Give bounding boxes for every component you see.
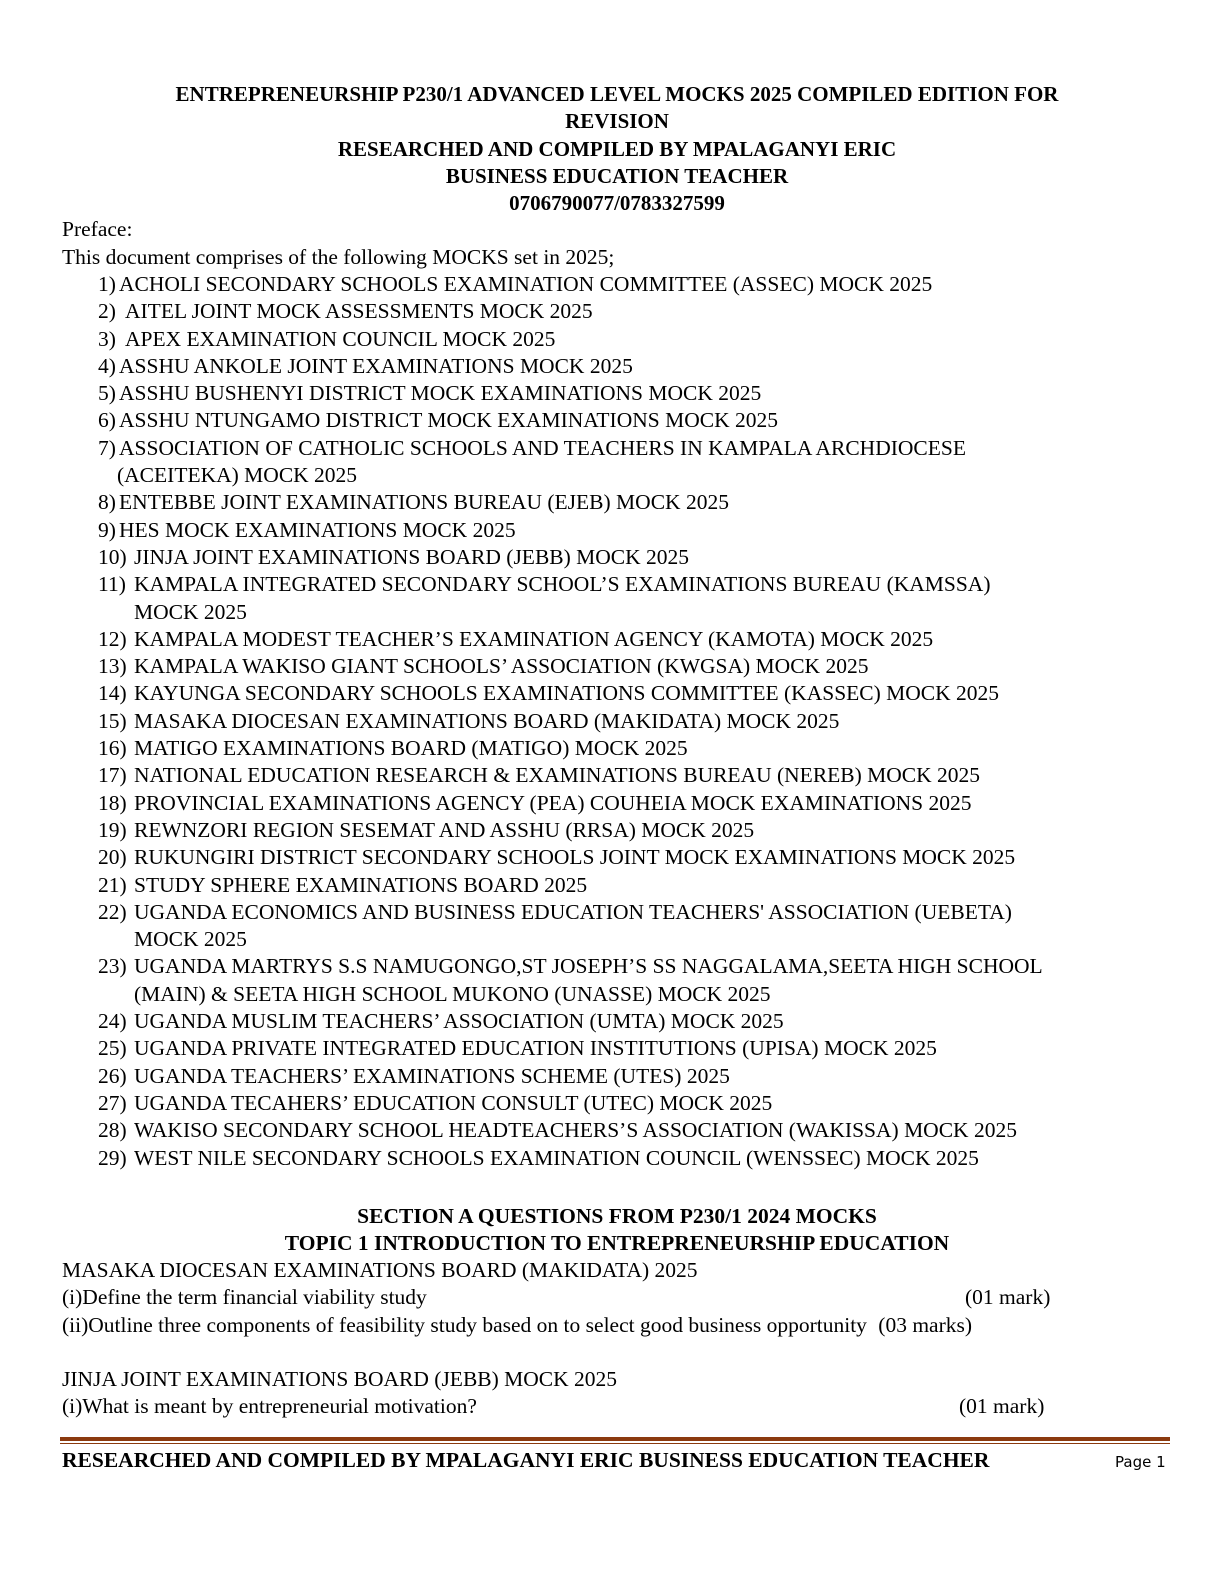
- mock-list-item: [0, 1063, 1043, 1090]
- mock-item-number: 15): [98, 708, 127, 733]
- header-title-line-2: REVISION: [565, 109, 669, 134]
- mock-item-number: 2): [98, 299, 116, 324]
- mock-item-text: ASSOCIATION OF CATHOLIC SCHOOLS AND TEACHERS IN KAMPALA ARCHDIOCESE: [119, 435, 966, 460]
- mock-item-text: NATIONAL EDUCATION RESEARCH & EXAMINATIONS BUREAU (NEREB) MOCK 2025: [134, 763, 981, 788]
- question-marks: (01 mark): [959, 1394, 1045, 1419]
- mock-list-item: [0, 489, 1043, 516]
- mock-item-number: 9): [98, 517, 116, 542]
- mock-item-text: UGANDA PRIVATE INTEGRATED EDUCATION INSTITUTIONS (UPISA) MOCK 2025: [134, 1036, 937, 1061]
- mock-item-number: 20): [98, 845, 127, 870]
- mock-item-text: REWNZORI REGION SESEMAT AND ASSHU (RRSA) MOCK 2025: [134, 817, 755, 842]
- mock-item-text: UGANDA ECONOMICS AND BUSINESS EDUCATION TEACHERS' ASSOCIATION (UEBETA): [134, 899, 1012, 924]
- header-author: RESEARCHED AND COMPILED BY MPALAGANYI ERIC: [337, 136, 897, 161]
- mock-item-number: 16): [98, 736, 127, 761]
- mock-item-text: KAMPALA WAKISO GIANT SCHOOLS’ ASSOCIATION (KWGSA) MOCK 2025: [134, 654, 869, 679]
- mock-item-text: STUDY SPHERE EXAMINATIONS BOARD 2025: [134, 872, 588, 897]
- mock-item-number: 8): [98, 490, 116, 515]
- question-item: [62, 1284, 1062, 1311]
- mock-list-item: [0, 735, 1043, 762]
- mock-item-text: KAYUNGA SECONDARY SCHOOLS EXAMINATIONS COMMITTEE (KASSEC) MOCK 2025: [134, 681, 1000, 706]
- mock-item-number: 25): [98, 1036, 127, 1061]
- mock-item-number: 3): [98, 326, 116, 351]
- mock-item-number: 23): [98, 954, 127, 979]
- mock-list-item: [0, 1008, 1043, 1035]
- footer-rule-thin: [60, 1443, 1170, 1444]
- question-block-jebb: [62, 1366, 1062, 1421]
- question-text: (ii)Outline three components of feasibility study based on to select good business opportunity: [62, 1312, 867, 1337]
- mock-item-number: 26): [98, 1063, 127, 1088]
- question-block-makidata: [62, 1257, 1062, 1339]
- mock-list-item: [0, 680, 1043, 707]
- mock-list-item: [0, 380, 1043, 407]
- mock-list-item: [0, 298, 1043, 325]
- mock-list-item: [0, 353, 1043, 380]
- mock-item-text-continued: MOCK 2025: [134, 927, 247, 952]
- mock-list-item: [0, 435, 1043, 490]
- document-header: [62, 81, 1172, 217]
- header-title-line: ENTREPRENEURSHIP P230/1 ADVANCED LEVEL MOCKS 2025 COMPILED EDITION FOR: [175, 82, 1059, 106]
- mock-item-text: ENTEBBE JOINT EXAMINATIONS BUREAU (EJEB) MOCK 2025: [119, 490, 729, 515]
- mock-item-number: 10): [98, 544, 127, 569]
- mock-item-text: ASSHU NTUNGAMO DISTRICT MOCK EXAMINATIONS MOCK 2025: [119, 408, 778, 433]
- mock-item-text: WEST NILE SECONDARY SCHOOLS EXAMINATION COUNCIL (WENSSEC) MOCK 2025: [134, 1145, 979, 1170]
- mock-item-number: 11): [98, 572, 126, 597]
- question-item: [62, 1312, 1062, 1339]
- mock-item-number: 14): [98, 681, 127, 706]
- mock-item-text: PROVINCIAL EXAMINATIONS AGENCY (PEA) COUHEIA MOCK EXAMINATIONS 2025: [134, 790, 972, 815]
- mock-list-item: [0, 953, 1043, 1008]
- mock-list-item: [0, 544, 1043, 571]
- mock-item-text: WAKISO SECONDARY SCHOOL HEADTEACHERS’S ASSOCIATION (WAKISSA) MOCK 2025: [134, 1118, 1017, 1143]
- mock-item-number: 13): [98, 654, 127, 679]
- preface-intro: This document comprises of the following MOCKS set in 2025;: [62, 245, 615, 269]
- header-role: BUSINESS EDUCATION TEACHER: [445, 163, 789, 188]
- mock-list-item: [0, 653, 1043, 680]
- mock-item-number: 12): [98, 626, 127, 651]
- mock-list-item: [0, 626, 1043, 653]
- question-marks: (01 mark): [965, 1285, 1051, 1310]
- question-source: JINJA JOINT EXAMINATIONS BOARD (JEBB) MOCK 2025: [62, 1367, 618, 1391]
- mock-item-text: JINJA JOINT EXAMINATIONS BOARD (JEBB) MOCK 2025: [134, 544, 690, 569]
- mock-item-text-continued: (ACEITEKA) MOCK 2025: [117, 463, 358, 488]
- question-marks: (03 marks): [878, 1312, 973, 1337]
- question-text: (i)What is meant by entrepreneurial motivation?: [62, 1394, 477, 1419]
- page-number: Page 1: [1115, 1453, 1166, 1471]
- mock-list-item: [0, 762, 1043, 789]
- footer-text: RESEARCHED AND COMPILED BY MPALAGANYI ERIC BUSINESS EDUCATION TEACHER: [62, 1448, 990, 1472]
- mock-item-text: KAMPALA INTEGRATED SECONDARY SCHOOL’S EXAMINATIONS BUREAU (KAMSSA): [134, 572, 991, 597]
- section-a-heading: [62, 1203, 1172, 1258]
- mock-item-number: 6): [98, 408, 116, 433]
- mock-item-text-continued: (MAIN) & SEETA HIGH SCHOOL MUKONO (UNASSE) MOCK 2025: [134, 981, 771, 1006]
- mock-list-item: [0, 517, 1043, 544]
- mock-list-item: [0, 326, 1043, 353]
- mock-item-number: 28): [98, 1118, 127, 1143]
- mock-list-item: [0, 571, 1043, 626]
- mock-item-number: 17): [98, 763, 127, 788]
- mock-item-number: 18): [98, 790, 127, 815]
- question-source: MASAKA DIOCESAN EXAMINATIONS BOARD (MAKIDATA) 2025: [62, 1258, 698, 1282]
- mock-item-text: AITEL JOINT MOCK ASSESSMENTS MOCK 2025: [125, 299, 593, 324]
- mock-item-text: MASAKA DIOCESAN EXAMINATIONS BOARD (MAKIDATA) MOCK 2025: [134, 708, 840, 733]
- mock-list-item: [0, 872, 1043, 899]
- mock-item-number: 27): [98, 1090, 127, 1115]
- mock-item-number: 7): [98, 435, 116, 460]
- mock-list-item: [0, 1117, 1043, 1144]
- mock-item-text: UGANDA TEACHERS’ EXAMINATIONS SCHEME (UTES) 2025: [134, 1063, 730, 1088]
- mock-list-item: [0, 899, 1043, 954]
- mock-item-number: 4): [98, 353, 116, 378]
- mock-list-item: [0, 407, 1043, 434]
- footer-rule-thick: [60, 1437, 1170, 1441]
- question-text: (i)Define the term financial viability study: [62, 1285, 427, 1310]
- mock-item-number: 19): [98, 817, 127, 842]
- mock-item-text: APEX EXAMINATION COUNCIL MOCK 2025: [125, 326, 556, 351]
- topic-title: TOPIC 1 INTRODUCTION TO ENTREPRENEURSHIP EDUCATION: [284, 1231, 950, 1256]
- mock-item-text: RUKUNGIRI DISTRICT SECONDARY SCHOOLS JOINT MOCK EXAMINATIONS MOCK 2025: [134, 845, 1016, 870]
- mock-list-item: [0, 844, 1043, 871]
- mock-item-number: 29): [98, 1145, 127, 1170]
- mock-list-item: [0, 1145, 1043, 1172]
- preface-label: Preface:: [62, 217, 133, 241]
- mock-list-item: [0, 708, 1043, 735]
- mock-item-text: UGANDA MUSLIM TEACHERS’ ASSOCIATION (UMTA) MOCK 2025: [134, 1009, 784, 1034]
- question-item: [62, 1393, 1062, 1420]
- section-a-title: SECTION A QUESTIONS FROM P230/1 2024 MOCKS: [357, 1204, 877, 1228]
- mock-list: [0, 271, 1043, 1172]
- mock-item-text: UGANDA TECAHERS’ EDUCATION CONSULT (UTEC) MOCK 2025: [134, 1090, 773, 1115]
- mock-item-number: 24): [98, 1009, 127, 1034]
- mock-item-number: 21): [98, 872, 127, 897]
- mock-list-item: [0, 817, 1043, 844]
- mock-item-text: MATIGO EXAMINATIONS BOARD (MATIGO) MOCK 2025: [134, 736, 688, 761]
- mock-item-text: UGANDA MARTRYS S.S NAMUGONGO,ST JOSEPH’S SS NAGGALAMA,SEETA HIGH SCHOOL: [134, 954, 1043, 979]
- mock-list-item: [0, 790, 1043, 817]
- mock-item-text: ACHOLI SECONDARY SCHOOLS EXAMINATION COMMITTEE (ASSEC) MOCK 2025: [119, 272, 933, 296]
- mock-list-item: [0, 271, 1043, 298]
- mock-item-text: KAMPALA MODEST TEACHER’S EXAMINATION AGENCY (KAMOTA) MOCK 2025: [134, 626, 934, 651]
- mock-list-item: [0, 1090, 1043, 1117]
- mock-list-item: [0, 1035, 1043, 1062]
- mock-item-number: 1): [98, 272, 116, 296]
- mock-item-text: ASSHU ANKOLE JOINT EXAMINATIONS MOCK 2025: [119, 353, 633, 378]
- mock-item-text-continued: MOCK 2025: [134, 599, 247, 624]
- mock-item-number: 22): [98, 899, 127, 924]
- mock-item-text: ASSHU BUSHENYI DISTRICT MOCK EXAMINATIONS MOCK 2025: [119, 381, 762, 406]
- header-phone: 0706790077/0783327599: [509, 191, 725, 216]
- mock-item-number: 5): [98, 381, 116, 406]
- mock-item-text: HES MOCK EXAMINATIONS MOCK 2025: [119, 517, 516, 542]
